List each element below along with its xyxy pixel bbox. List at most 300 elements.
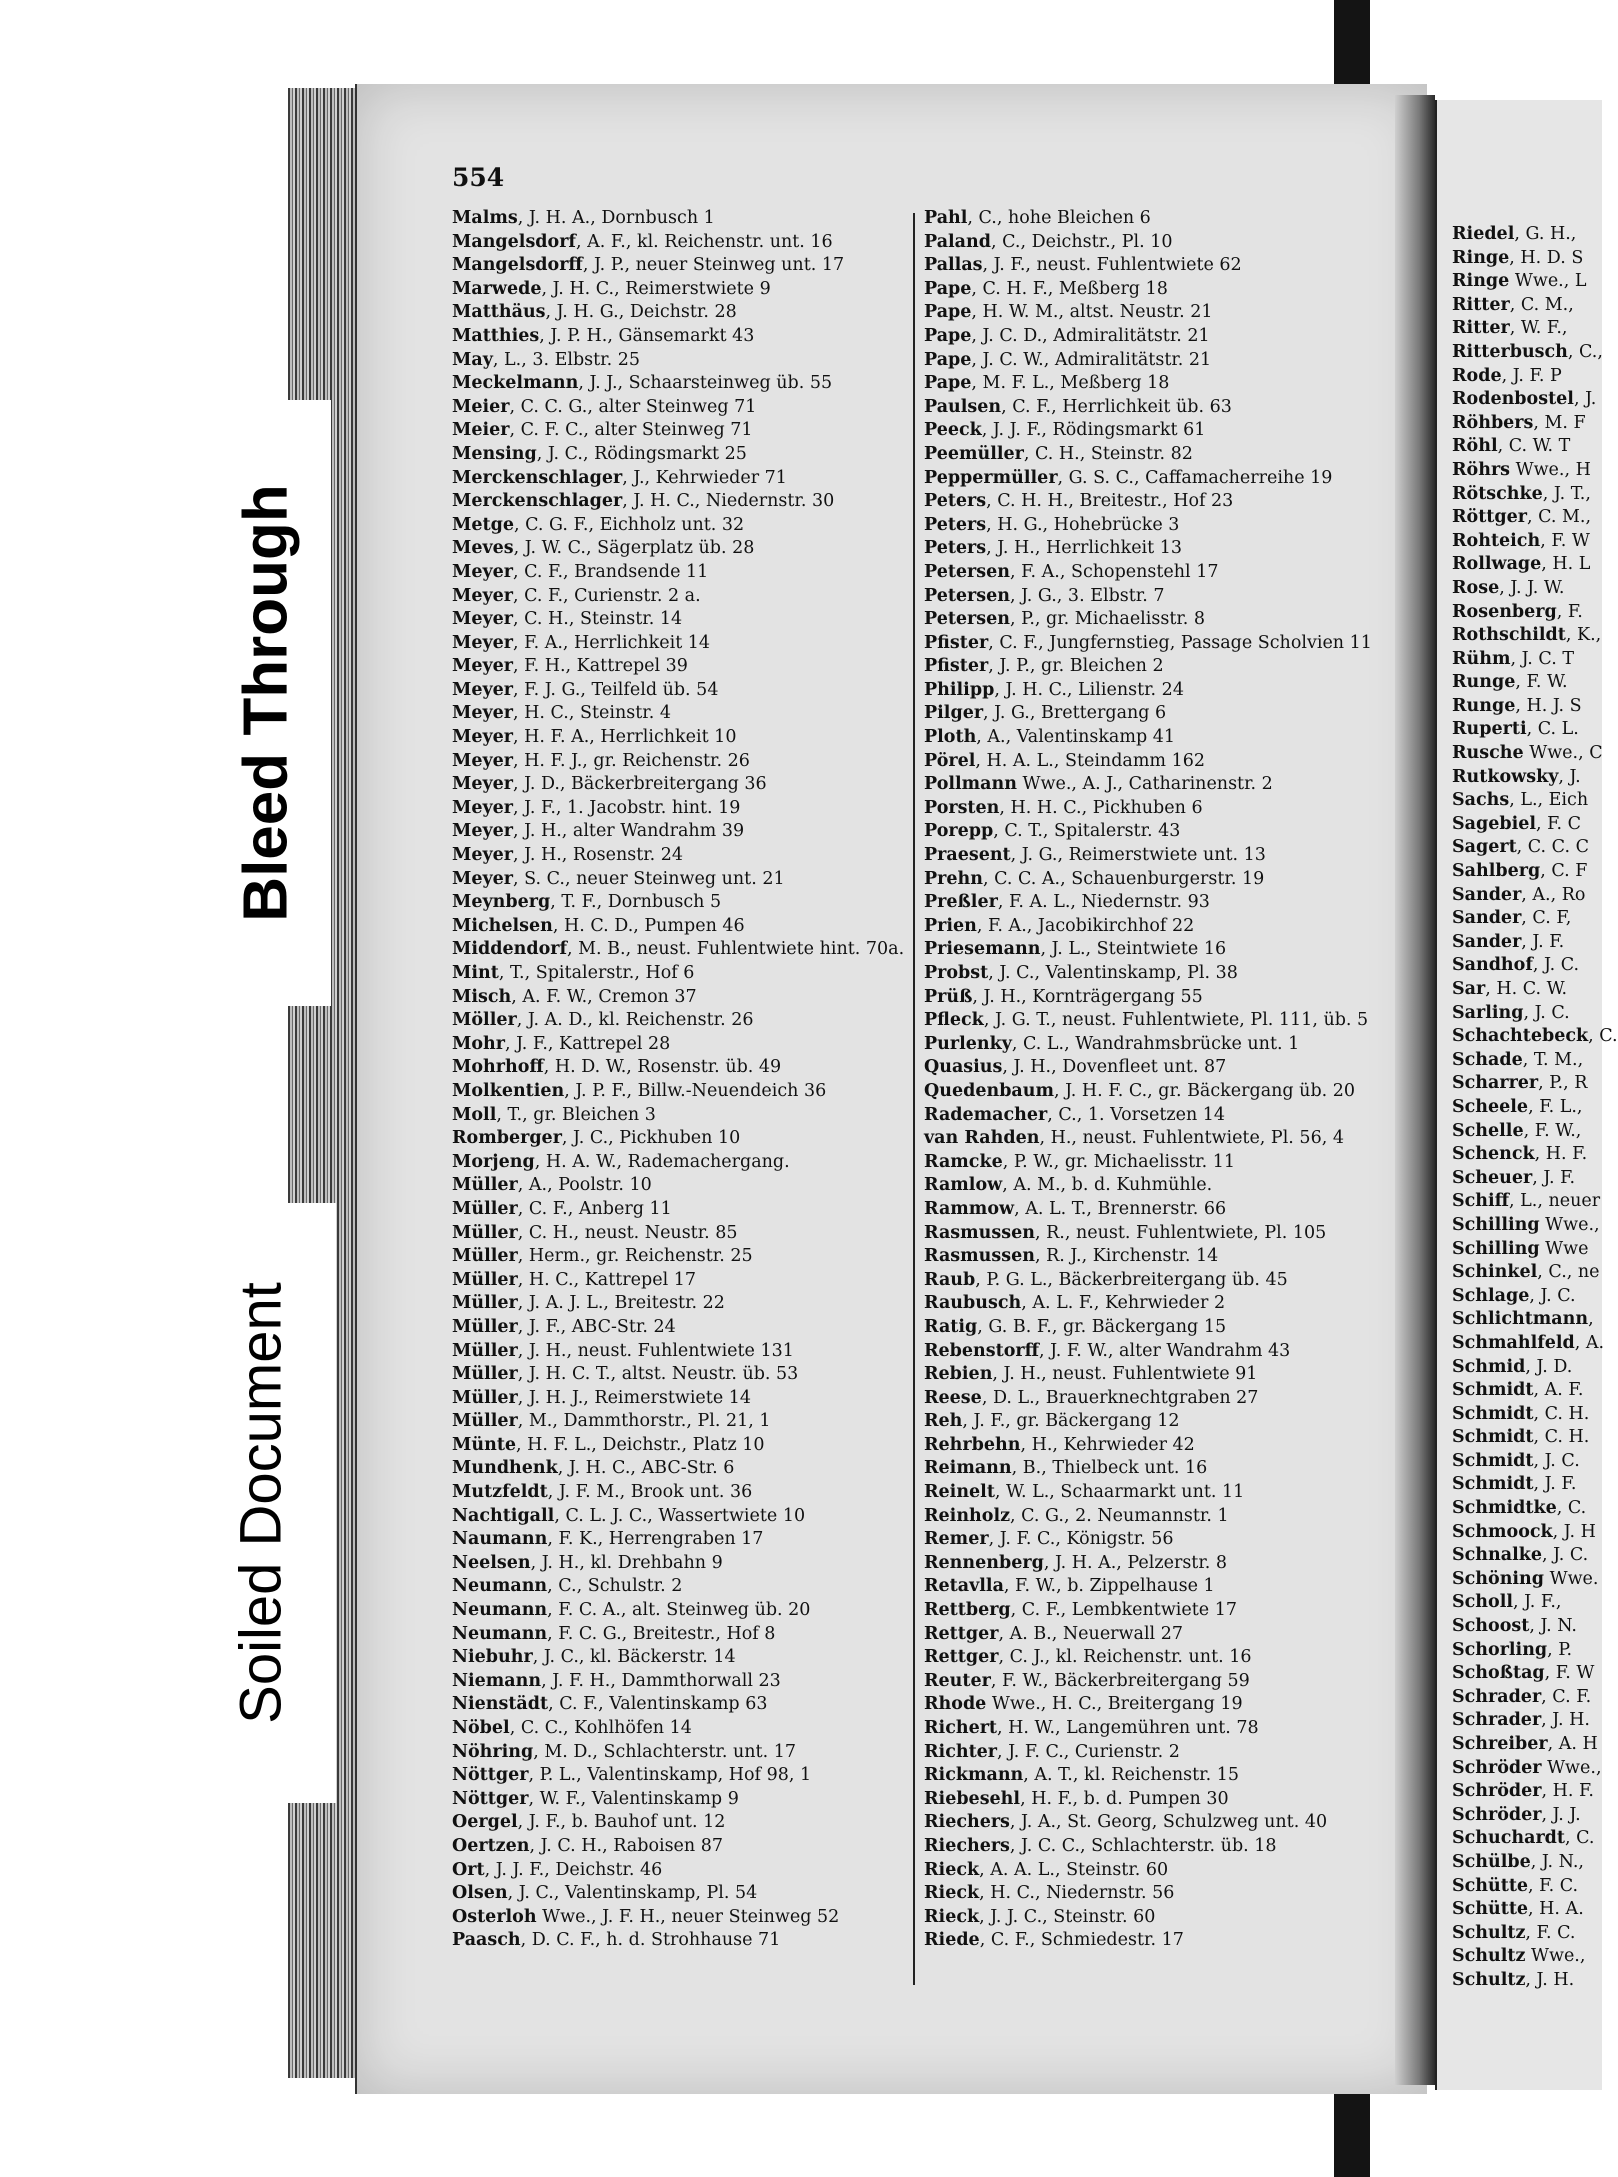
directory-entry [1452, 1851, 1600, 1875]
entry-surname: Schenck [1452, 1144, 1535, 1165]
entry-surname: Oergel [452, 1812, 518, 1833]
directory-entry [924, 1859, 1394, 1883]
directory-entry [452, 490, 922, 514]
directory-entry [452, 443, 922, 467]
entry-details: , J. H. G., Deichstr. 28 [545, 302, 737, 323]
entry-surname: Meyer [452, 703, 514, 724]
directory-entry [452, 207, 922, 231]
entry-surname: Preßler [924, 892, 998, 913]
directory-entry [924, 750, 1394, 774]
entry-surname: Molkentien [452, 1080, 565, 1101]
entry-surname: Müller [452, 1175, 518, 1196]
entry-details: , P. W., gr. Michaelisstr. 11 [1002, 1151, 1235, 1172]
entry-surname: Reimann [924, 1458, 1012, 1479]
entry-surname: Schultz [1452, 1922, 1526, 1943]
entry-details: , J. J. W. [1499, 577, 1565, 598]
entry-surname: Ruperti [1452, 719, 1527, 740]
directory-entry [1452, 1497, 1600, 1521]
directory-entry [924, 1198, 1394, 1222]
entry-details: , J. F. [1532, 1167, 1576, 1188]
entry-surname: Nöbel [452, 1718, 510, 1738]
directory-entry [1452, 388, 1600, 412]
book-gutter [1395, 95, 1435, 2085]
entry-surname: Rosenberg [1452, 601, 1557, 622]
entry-details: Wwe. [1544, 1568, 1599, 1589]
entry-details: , A., Ro [1521, 884, 1586, 905]
directory-entry [452, 278, 922, 302]
directory-entry [924, 844, 1394, 868]
entry-details: Wwe., L [1509, 271, 1587, 292]
entry-surname: Röhl [1452, 436, 1498, 457]
directory-entry [452, 1670, 922, 1694]
directory-entry [924, 490, 1394, 514]
entry-surname: Pape [924, 302, 972, 323]
directory-entry [452, 1434, 922, 1458]
directory-entry [452, 655, 922, 679]
entry-details: , J. A. D., kl. Reichenstr. 26 [516, 1010, 754, 1031]
directory-entry [1452, 223, 1600, 247]
directory-entry [924, 254, 1394, 278]
entry-details: , J. C. [1533, 1450, 1580, 1471]
directory-entry [452, 726, 922, 750]
entry-surname: Oertzen [452, 1835, 530, 1856]
entry-details: , F. W [1540, 530, 1590, 551]
entry-surname: Paland [924, 231, 991, 252]
entry-surname: Rötschke [1452, 483, 1543, 504]
entry-details: , J. P. H., Gänsemarkt 43 [539, 325, 755, 346]
entry-surname: Schultz [1452, 1969, 1526, 1990]
entry-surname: Rebien [924, 1364, 993, 1385]
entry-details: , C. L. J. C., Wassertwiete 10 [554, 1505, 806, 1526]
entry-surname: Schrader [1452, 1710, 1542, 1731]
entry-surname: Rasmussen [924, 1246, 1035, 1267]
directory-entry [924, 1906, 1394, 1930]
directory-entry [1452, 270, 1600, 294]
directory-entry [1452, 978, 1600, 1002]
directory-entry [1452, 1308, 1600, 1332]
directory-entry [1452, 459, 1600, 483]
entry-surname: Rickmann [924, 1765, 1024, 1786]
entry-details: , Herm., gr. Reichenstr. 25 [517, 1246, 753, 1267]
directory-entry [1452, 1190, 1600, 1214]
directory-entry [1452, 954, 1600, 978]
entry-details: , C. F., Herrlichkeit üb. 63 [1001, 396, 1232, 417]
directory-entry [452, 467, 922, 491]
entry-surname: Müller [452, 1387, 518, 1408]
directory-entry [924, 1151, 1394, 1175]
directory-entry [452, 1410, 922, 1434]
entry-details: , J. H. [1525, 1969, 1575, 1990]
entry-surname: Neumann [452, 1576, 548, 1597]
entry-details: , J. C. [1542, 1545, 1589, 1566]
directory-entry [924, 1457, 1394, 1481]
directory-entry [1452, 1120, 1600, 1144]
entry-details: , J. G., Reimerstwiete unt. 13 [1010, 845, 1266, 866]
entry-surname: Rieck [924, 1883, 980, 1904]
entry-details: , M., Dammthorstr., Pl. 21, 1 [517, 1411, 771, 1432]
entry-details: , J. F., [1513, 1592, 1562, 1613]
entry-surname: Rettger [924, 1623, 999, 1644]
entry-details: , H. A. L., Steindamm 162 [975, 750, 1205, 771]
directory-entry [924, 1811, 1394, 1835]
entry-surname: Paasch [452, 1930, 521, 1951]
directory-entry [924, 1410, 1394, 1434]
entry-surname: Peemüller [924, 443, 1024, 464]
directory-entry [1452, 1403, 1600, 1427]
entry-details: , A. H [1547, 1734, 1598, 1754]
entry-surname: Rühm [1452, 648, 1511, 669]
directory-entry [924, 1552, 1394, 1576]
directory-entry [924, 325, 1394, 349]
entry-surname: Metge [452, 514, 514, 535]
entry-details: , C. C. A., Schauenburgerstr. 19 [982, 868, 1265, 889]
directory-entry [1452, 1379, 1600, 1403]
entry-details: , F. K., Herrengraben 17 [547, 1529, 764, 1550]
directory-entry [924, 301, 1394, 325]
entry-surname: Schütte [1452, 1899, 1529, 1920]
entry-details: , C. H. F., Meßberg 18 [971, 278, 1168, 299]
directory-entry [1452, 1544, 1600, 1568]
entry-details: , J. H., Kornträgergang 55 [972, 986, 1203, 1007]
directory-entry [452, 750, 922, 774]
directory-entry [1452, 1639, 1600, 1663]
entry-details: , J. F., neust. Fuhlentwiete 62 [982, 255, 1242, 276]
entry-surname: Schiff [1452, 1191, 1510, 1212]
directory-entry [1452, 1733, 1600, 1757]
directory-entry [924, 1481, 1394, 1505]
directory-entry [452, 254, 922, 278]
directory-entry [452, 1033, 922, 1057]
directory-entry [452, 1481, 922, 1505]
directory-entry [1452, 247, 1600, 271]
directory-entry [1452, 1332, 1605, 1356]
directory-entry [924, 1104, 1394, 1128]
entry-details: , H. C. W. [1485, 979, 1568, 999]
entry-details: , J. G., Brettergang 6 [983, 703, 1167, 724]
entry-details: , J. C. T [1510, 648, 1574, 669]
directory-entry [1452, 1167, 1600, 1191]
directory-entry [924, 1222, 1394, 1246]
entry-details: , C. F. C., alter Steinweg 71 [509, 420, 753, 441]
entry-details: , H. L [1541, 554, 1591, 575]
entry-details: , G. S. C., Caffamacherreihe 19 [1057, 467, 1333, 488]
entry-details: , C. H. [1533, 1427, 1590, 1448]
entry-surname: Peppermüller [924, 467, 1058, 488]
entry-surname: Schmidt [1452, 1403, 1534, 1424]
directory-entry [452, 1882, 922, 1906]
entry-surname: Röttger [1452, 507, 1527, 528]
entry-surname: Porsten [924, 797, 1000, 818]
entry-surname: Mutzfeldt [452, 1482, 548, 1503]
entry-details: , L., neuer [1509, 1191, 1601, 1212]
entry-surname: Sandhof [1452, 955, 1533, 976]
directory-entry [452, 844, 922, 868]
directory-entry [1452, 317, 1600, 341]
entry-surname: Müller [452, 1198, 518, 1219]
entry-surname: Middendorf [452, 939, 568, 960]
entry-surname: Pollmann [924, 774, 1017, 795]
directory-entry [452, 301, 922, 325]
entry-details: , F. A., Jacobikirchhof 22 [976, 915, 1195, 936]
entry-surname: Rhode [924, 1694, 987, 1715]
entry-surname: Pfleck [924, 1010, 984, 1031]
entry-details: , J. T., [1542, 483, 1591, 504]
entry-details: Wwe., C [1523, 743, 1603, 764]
entry-details: , J. F. [1533, 1474, 1577, 1495]
entry-surname: Schreiber [1452, 1734, 1548, 1754]
directory-entry [924, 608, 1394, 632]
entry-surname: Peters [924, 491, 987, 512]
entry-surname: Misch [452, 986, 512, 1007]
directory-entry [452, 797, 922, 821]
directory-entry [1452, 1261, 1600, 1285]
entry-surname: Morjeng [452, 1151, 535, 1172]
entry-surname: Scharrer [1452, 1073, 1539, 1094]
directory-entry [452, 1693, 922, 1717]
entry-surname: Meier [452, 420, 510, 441]
entry-surname: Naumann [452, 1529, 548, 1550]
entry-surname: Rettger [924, 1647, 999, 1668]
directory-entry [452, 585, 922, 609]
entry-details: , C. H., neust. Neustr. 85 [517, 1222, 738, 1243]
entry-details: , J. H., alter Wandrahm 39 [513, 821, 745, 842]
directory-entry [924, 1505, 1394, 1529]
entry-surname: Quedenbaum [924, 1080, 1055, 1101]
entry-surname: Petersen [924, 561, 1010, 582]
entry-details: , J. C. H., Raboisen 87 [529, 1835, 724, 1856]
entry-surname: Praesent [924, 845, 1011, 866]
directory-entry [452, 1811, 922, 1835]
entry-details: , J. H., Rosenstr. 24 [513, 845, 684, 866]
directory-entry [452, 1575, 922, 1599]
entry-details: , C. M., [1509, 294, 1574, 315]
entry-details: , A. L. F., Kehrwieder 2 [1021, 1293, 1226, 1314]
directory-entry [1452, 435, 1600, 459]
entry-details: , D. L., Brauerknechtgraben 27 [981, 1387, 1259, 1408]
directory-entry [924, 396, 1394, 420]
directory-entry [452, 1623, 922, 1647]
entry-surname: Schelle [1452, 1120, 1524, 1141]
entry-details: , R. J., Kirchenstr. 14 [1034, 1246, 1219, 1267]
entry-surname: Ploth [924, 727, 977, 748]
entry-details: , H. F. [1534, 1144, 1588, 1165]
directory-entry [924, 1292, 1394, 1316]
entry-surname: Meyer [452, 561, 514, 582]
entry-details: , F. W., Bäckerbreitergang 59 [990, 1670, 1250, 1691]
entry-surname: Müller [452, 1340, 518, 1361]
entry-details: , J. H., kl. Drehbahn 9 [530, 1552, 723, 1573]
entry-surname: Mensing [452, 443, 537, 464]
directory-entry [924, 1788, 1394, 1812]
directory-entry [452, 773, 922, 797]
entry-surname: Riechers [924, 1812, 1010, 1833]
entry-details: , F. H., Kattrepel 39 [513, 656, 688, 677]
directory-entry [1452, 860, 1600, 884]
entry-surname: Riebesehl [924, 1788, 1021, 1809]
entry-details: , H. J. S [1515, 695, 1582, 716]
entry-details: , C., Deichstr., Pl. 10 [990, 231, 1173, 252]
entry-surname: Schlage [1452, 1285, 1530, 1306]
entry-surname: Schröder [1452, 1781, 1542, 1802]
entry-surname: Sar [1452, 979, 1486, 999]
entry-surname: Ritter [1452, 318, 1510, 339]
entry-surname: Purlenky [924, 1033, 1012, 1054]
entry-details: , P. L., Valentinskamp, Hof 98, 1 [528, 1765, 812, 1786]
entry-surname: Romberger [452, 1128, 562, 1149]
directory-entry [1452, 577, 1600, 601]
entry-surname: Schilling [1452, 1214, 1540, 1235]
directory-entry [452, 1764, 922, 1788]
entry-surname: Merckenschlager [452, 491, 623, 512]
entry-surname: Nienstädt [452, 1694, 549, 1715]
entry-surname: Pape [924, 349, 972, 370]
entry-surname: Schmid [1452, 1356, 1526, 1377]
entry-surname: Rieck [924, 1906, 980, 1927]
directory-entry [1452, 1686, 1600, 1710]
entry-details: , G. B. F., gr. Bäckergang 15 [977, 1316, 1227, 1337]
directory-entry [452, 1552, 922, 1576]
entry-surname: Scholl [1452, 1592, 1513, 1613]
directory-entry [924, 1127, 1394, 1151]
entry-details: , C. F., Schmiedestr. 17 [979, 1930, 1184, 1951]
directory-entry [924, 1316, 1394, 1340]
entry-details: , D. C. F., h. d. Strohhause 71 [520, 1930, 781, 1951]
entry-details: , C. [1556, 1498, 1587, 1519]
entry-details: , C. C., Kohlhöfen 14 [509, 1718, 692, 1738]
directory-entry [1452, 1922, 1600, 1946]
entry-details: , J. D. [1525, 1356, 1573, 1377]
entry-details: , J. F. C., Königstr. 56 [988, 1529, 1174, 1550]
entry-surname: Porepp [924, 821, 994, 842]
entry-surname: Schmidt [1452, 1380, 1534, 1401]
entry-surname: Mohrhoff [452, 1057, 544, 1078]
column-divider [913, 213, 915, 1985]
entry-details: , J. H. C., Niedernstr. 30 [622, 491, 835, 512]
entry-surname: Matthäus [452, 302, 546, 323]
entry-surname: Schmidt [1452, 1450, 1534, 1471]
directory-entry [924, 1009, 1394, 1033]
entry-details: Wwe., J. F. H., neuer Steinweg 52 [536, 1906, 840, 1927]
entry-details: , F. J. G., Teilfeld üb. 54 [513, 679, 719, 700]
entry-details: , C. M., [1526, 507, 1592, 528]
entry-surname: Rettberg [924, 1600, 1011, 1621]
entry-surname: Schoßtag [1452, 1663, 1545, 1684]
directory-entry [1452, 1875, 1600, 1899]
entry-surname: Möller [452, 1010, 517, 1031]
directory-entry [452, 1056, 922, 1080]
directory-entry [924, 1670, 1394, 1694]
entry-details: , F. W., b. Zippelhause 1 [1003, 1576, 1215, 1597]
directory-entry [1452, 506, 1600, 530]
directory-entry [924, 632, 1394, 656]
entry-details: , P., R [1538, 1073, 1588, 1094]
entry-surname: Remer [924, 1529, 989, 1550]
entry-surname: Ritter [1452, 294, 1510, 315]
directory-entry [1452, 1450, 1600, 1474]
entry-surname: Meckelmann [452, 373, 579, 394]
entry-details: , C. C. C [1516, 837, 1589, 858]
entry-details: , J. J. F., Deichstr. 46 [484, 1859, 663, 1880]
directory-entry [452, 1340, 922, 1364]
entry-details: , J. H. C., ABC-Str. 6 [557, 1458, 735, 1479]
entry-surname: Ramcke [924, 1151, 1003, 1172]
directory-entry [1452, 1285, 1600, 1309]
entry-details: , H. F. A., Herrlichkeit 10 [513, 727, 737, 748]
directory-entry [452, 1505, 922, 1529]
soiled-document-label [186, 1203, 336, 1803]
entry-details: , A., Valentinskamp 41 [976, 727, 1175, 748]
entry-details: , J. [1573, 389, 1597, 410]
entry-details: , B., Thielbeck unt. 16 [1011, 1458, 1208, 1479]
directory-entry [924, 962, 1394, 986]
entry-details: , W. L., Schaarmarkt unt. 11 [994, 1482, 1245, 1503]
directory-entry [924, 372, 1394, 396]
directory-entry [452, 1151, 922, 1175]
entry-details: , H. A. [1528, 1899, 1584, 1920]
entry-details: , J. F. M., Brook unt. 36 [547, 1482, 753, 1503]
entry-surname: Ratig [924, 1316, 978, 1337]
entry-details: , H. F., b. d. Pumpen 30 [1020, 1788, 1229, 1809]
directory-entry [924, 1174, 1394, 1198]
directory-column-middle [924, 207, 1394, 1953]
entry-details: , C. J., kl. Reichenstr. unt. 16 [998, 1647, 1252, 1668]
entry-details: , J. N. [1529, 1616, 1577, 1637]
entry-surname: Münte [452, 1434, 517, 1455]
entry-surname: van Rahden [924, 1128, 1040, 1149]
directory-entry [924, 938, 1394, 962]
directory-entry [452, 1906, 922, 1930]
entry-surname: Schnalke [1452, 1545, 1542, 1566]
directory-entry [452, 938, 922, 962]
entry-details: , C. G., 2. Neumannstr. 1 [1010, 1505, 1229, 1526]
entry-surname: Reinelt [924, 1482, 995, 1503]
directory-entry [1452, 766, 1600, 790]
entry-surname: Meyer [452, 727, 514, 748]
entry-details: , H. H. C., Pickhuben 6 [999, 797, 1203, 818]
entry-surname: Schmidt [1452, 1427, 1534, 1448]
directory-entry [452, 1363, 922, 1387]
entry-details: , C. L. [1526, 719, 1579, 740]
directory-entry [924, 726, 1394, 750]
entry-details: , T. M., [1522, 1049, 1584, 1070]
directory-entry [452, 514, 922, 538]
entry-details: , C. F., Lembkentwiete 17 [1010, 1600, 1237, 1621]
entry-details: , J. F., Kattrepel 28 [505, 1033, 671, 1054]
directory-entry [924, 467, 1394, 491]
entry-details: , C. F. [1541, 1686, 1592, 1707]
directory-entry [924, 868, 1394, 892]
entry-surname: Nöttger [452, 1765, 529, 1786]
entry-details: , G. H., [1514, 224, 1577, 244]
entry-details: , W. F., Valentinskamp 9 [528, 1788, 739, 1809]
directory-entry [452, 820, 922, 844]
entry-details: , C. [1588, 1026, 1618, 1047]
directory-entry [924, 797, 1394, 821]
directory-entry [1452, 1072, 1600, 1096]
entry-details: , J. J., Schaarsteinweg üb. 55 [578, 373, 833, 394]
entry-surname: Prehn [924, 868, 983, 889]
directory-entry [452, 1127, 922, 1151]
entry-details: , A. T., kl. Reichenstr. 15 [1023, 1765, 1239, 1786]
directory-entry [924, 278, 1394, 302]
entry-details: Wwe., H [1510, 459, 1591, 480]
directory-entry [1452, 695, 1600, 719]
entry-surname: Röhbers [1452, 412, 1534, 433]
entry-details: , J. N., [1530, 1851, 1584, 1872]
directory-entry [924, 1340, 1394, 1364]
directory-entry [1452, 907, 1600, 931]
entry-surname: Sander [1452, 931, 1522, 952]
